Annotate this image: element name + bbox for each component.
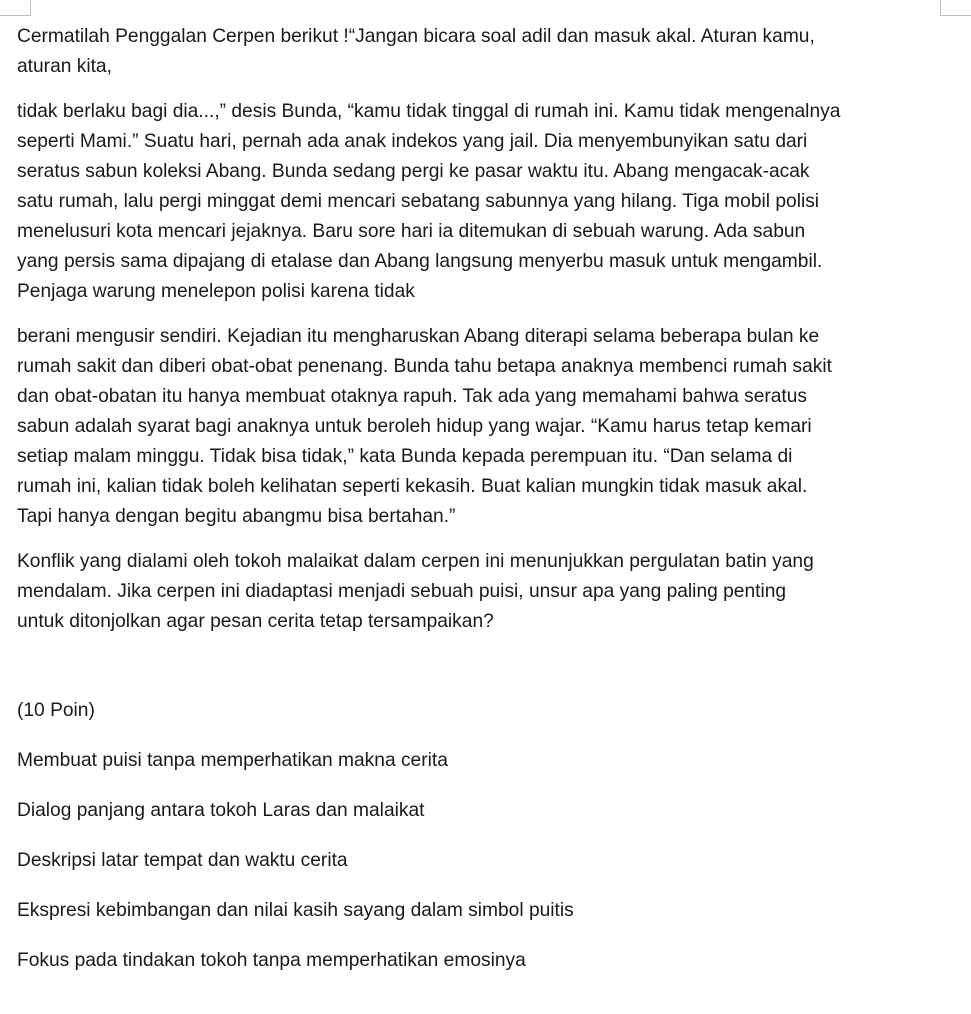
passage-paragraph-3 (17, 322, 962, 532)
text-line: satu rumah, lalu pergi minggat demi mencari sebatang sabunnya yang hilang. Tiga mobil polisi (17, 191, 820, 212)
question-text (17, 547, 962, 637)
text-line: Konflik yang dialami oleh tokoh malaikat dalam cerpen ini menunjukkan pergulatan batin yang (17, 551, 814, 572)
page-corner-mark-right (940, 0, 971, 16)
text-line: berani mengusir sendiri. Kejadian itu mengharuskan Abang diterapi selama beberapa bulan ke (17, 326, 820, 347)
text-line: yang persis sama dipajang di etalase dan Abang langsung menyerbu masuk untuk mengambil. (17, 251, 823, 272)
text-line: menelusuri kota mencari jejaknya. Baru sore hari ia ditemukan di sebuah warung. Ada sabun (17, 221, 806, 242)
text-line: Tapi hanya dengan begitu abangmu bisa bertahan.” (17, 506, 456, 527)
text-line: sabun adalah syarat bagi anaknya untuk beroleh hidup yang wajar. “Kamu harus tetap kemari (17, 416, 812, 437)
answer-option-3[interactable]: Deskripsi latar tempat dan waktu cerita (17, 850, 348, 871)
points-label: (10 Poin) (17, 700, 95, 721)
answer-option-1[interactable]: Membuat puisi tanpa memperhatikan makna cerita (17, 750, 448, 771)
answer-option-2[interactable]: Dialog panjang antara tokoh Laras dan malaikat (17, 800, 425, 821)
answer-options (17, 746, 962, 976)
text-line: mendalam. Jika cerpen ini diadaptasi menjadi sebuah puisi, unsur apa yang paling penting (17, 581, 787, 602)
text-line: aturan kita, (17, 56, 112, 77)
text-line: rumah ini, kalian tidak boleh kelihatan seperti kekasih. Buat kalian mungkin tidak masuk akal. (17, 476, 808, 497)
answer-option-4[interactable]: Ekspresi kebimbangan dan nilai kasih sayang dalam simbol puitis (17, 900, 574, 921)
text-line: seperti Mami.” Suatu hari, pernah ada anak indekos yang jail. Dia menyembunyikan satu dari (17, 131, 808, 152)
page-corner-mark-left (0, 0, 31, 16)
text-line: Penjaga warung menelepon polisi karena tidak (17, 281, 415, 302)
passage-paragraph-2 (17, 97, 962, 307)
answer-option-5[interactable]: Fokus pada tindakan tokoh tanpa memperhatikan emosinya (17, 950, 526, 971)
text-line: rumah sakit dan diberi obat-obat penenang. Bunda tahu betapa anaknya membenci rumah sakit (17, 356, 832, 377)
document-body (17, 22, 962, 976)
text-line: setiap malam minggu. Tidak bisa tidak,” kata Bunda kepada perempuan itu. “Dan selama di (17, 446, 793, 467)
text-line: Cermatilah Penggalan Cerpen berikut !“Jangan bicara soal adil dan masuk akal. Aturan kamu, (17, 26, 815, 47)
text-line: seratus sabun koleksi Abang. Bunda sedang pergi ke pasar waktu itu. Abang mengacak-acak (17, 161, 810, 182)
text-line: untuk ditonjolkan agar pesan cerita tetap tersampaikan? (17, 611, 494, 632)
text-line: tidak berlaku bagi dia...,” desis Bunda, “kamu tidak tinggal di rumah ini. Kamu tidak mengenalnya (17, 101, 841, 122)
passage-paragraph-1 (17, 22, 962, 82)
text-line: dan obat-obatan itu hanya membuat otaknya rapuh. Tak ada yang memahami bahwa seratus (17, 386, 808, 407)
